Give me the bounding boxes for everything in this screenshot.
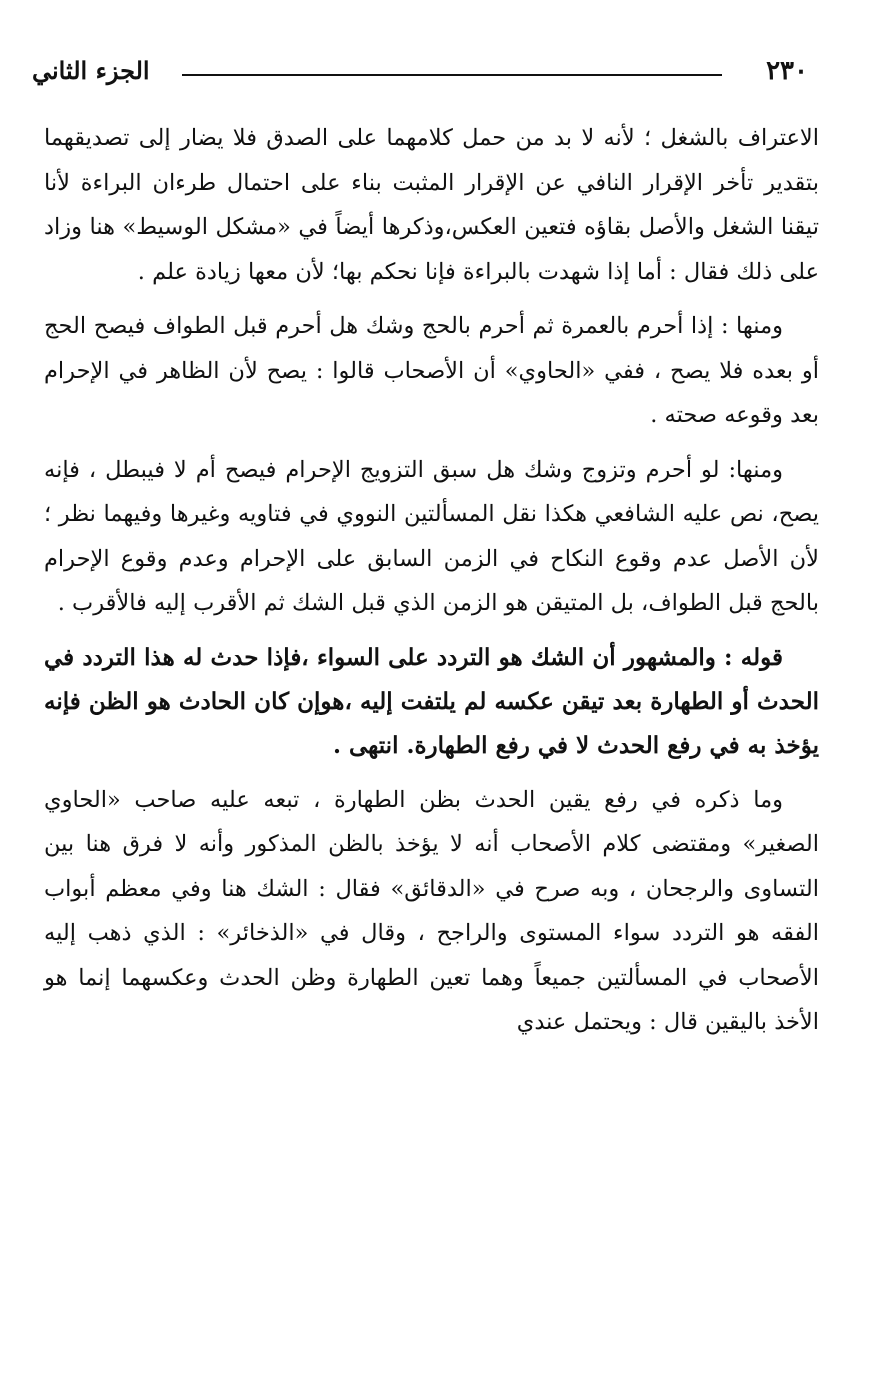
paragraph-5: وما ذكره في رفع يقين الحدث بظن الطهارة ، تبعه عليه صاحب «الحاوي الصغير» ومقتضى كلام الأصحاب أنه لا يؤخذ بالظن المذكور وأنه لا فرق هنا بين التساوى والرجحان ، وبه صرح في «الدقائق» فقال : الشك هنا وفي معظم أبواب الفقه هو التردد سواء المستوى والراجح ، وقال في «الذخائر» : الذي ذهب إليه الأصحاب في المسألتين جميعاً وهما تعين الطهارة وظن الحدث وعكسهما إنما هو الأخذ باليقين قال : ويحتمل عندي	[44, 786, 819, 1035]
paragraph-3: ومنها: لو أحرم وتزوج وشك هل سبق التزويج الإحرام فيصح أم لا فيبطل ، فإنه يصح، نص عليه الشافعي هكذا نقل المسألتين النووي في فتاويه وغيرها وفيهما نظر ؛ لأن الأصل عدم وقوع النكاح في الزمن السابق على الإحرام وعدم وقوع الإحرام بالحج قبل الطواف، بل المتيقن هو الزمن الذي قبل الشك ثم الأقرب إليه فالأقرب .	[44, 456, 819, 616]
header-rule	[182, 74, 722, 76]
page-header	[32, 52, 822, 92]
paragraph-1: الاعتراف بالشغل ؛ لأنه لا بد من حمل كلامهما على الصدق فلا يضار إلى تصديقهما بتقدير تأخر الإقرار النافي عن الإقرار المثبت بناء على احتمال طرءان البراءة لأنا تيقنا الشغل والأصل بقاؤه فتعين العكس،وذكرها أيضاً في «مشكل الوسيط» هنا وزاد على ذلك فقال : أما إذا شهدت بالبراءة فإنا نحكم بها؛ لأن معها زيادة علم .	[44, 125, 819, 285]
part-title: الجزء الثاني	[32, 56, 150, 85]
page-body	[44, 116, 819, 1045]
page-number: ٢٣٠	[766, 56, 808, 86]
paragraph-2: ومنها : إذا أحرم بالعمرة ثم أحرم بالحج وشك هل أحرم قبل الطواف فيصح الحج أو بعده فلا يصح ، ففي «الحاوي» أن الأصحاب قالوا : يصح لأن الظاهر في الإحرام بعد وقوعه صحته .	[44, 313, 819, 428]
quoted-statement-paragraph: قوله : والمشهور أن الشك هو التردد على السواء ،فإذا حدث له هذا التردد في الحدث أو الطهارة بعد تيقن عكسه لم يلتفت إليه ،هوإن كان الحادث هو الظن فإنه يؤخذ به في رفع الحدث لا في رفع الطهارة. انتهى .	[44, 643, 819, 759]
